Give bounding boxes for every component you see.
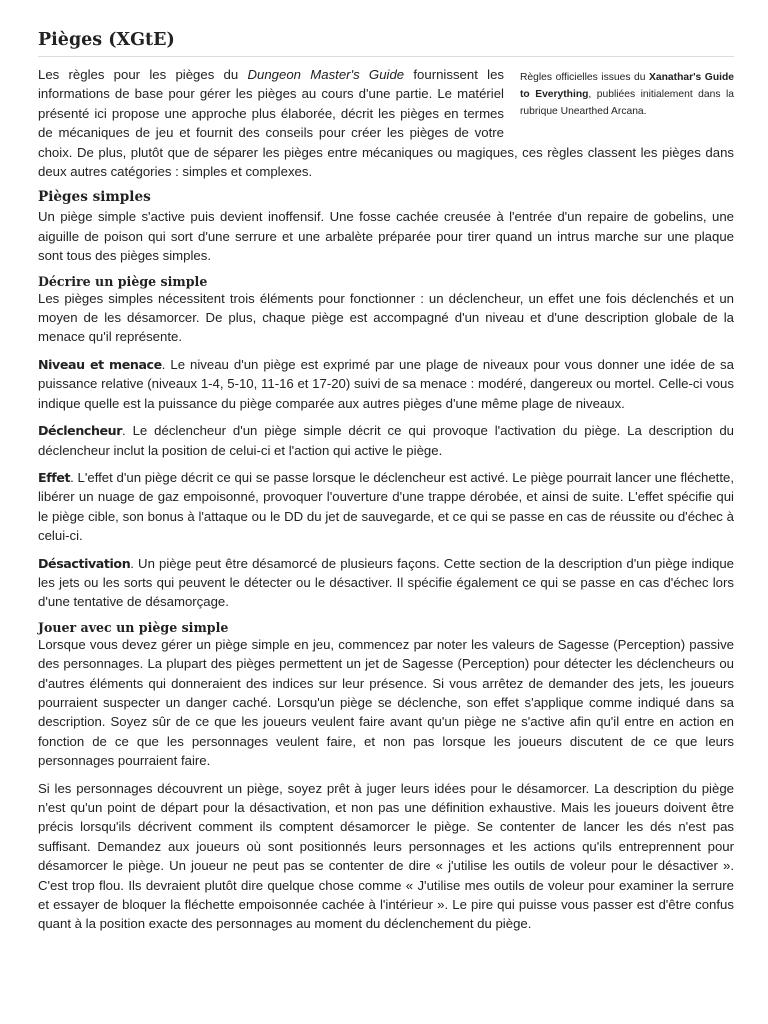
item-trigger xyxy=(38,421,734,460)
page-title: Pièges (XGtE) xyxy=(38,30,734,57)
source-note xyxy=(520,69,734,120)
describe-paragraph: Les pièges simples nécessitent trois éléments pour fonctionner : un déclencheur, un effet une fois déclenchés et un moyen de les désamorcer. De plus, chaque piège est accompagné d'un niveau et d'une description globale de la menace qu'il représente. xyxy=(38,290,734,345)
heading-simple-traps: Pièges simples xyxy=(38,189,151,206)
item-level-threat xyxy=(38,355,734,413)
item-effect-text: . L'effet d'un piège décrit ce qui se passe lorsque le déclencheur est activé. Le piège pourrait lancer une fléchette, libérer un nuage de gaz empoisonné, provoquer l'ouverture d'une trappe dérobée, et ainsi de suite. L'effet spécifie qui le piège cible, son bonus à l'attaque ou le DD du jet de sauvegarde, et ce qui se passe en cas de réussite ou d'échec à celui-ci. xyxy=(38,469,734,544)
simple-traps-paragraph: Un piège simple s'active puis devient inoffensif. Une fosse cachée creusée à l'entrée d'un repaire de gobelins, une aiguille de poison qui sort d'une serrure et une arbalète préparée pour tirer quand un intrus marche sur une plaque sont tous des pièges simples. xyxy=(38,209,734,264)
source-note-suffix: , publiées initialement dans la rubrique Unearthed Arcana. xyxy=(520,89,734,117)
intro-book-title: Dungeon Master's Guide xyxy=(247,67,405,82)
intro-before: Les règles pour les pièges du xyxy=(38,67,248,82)
term-level-threat: Niveau et menace xyxy=(38,356,162,372)
term-effect: Effet xyxy=(38,469,71,485)
item-level-threat-text: . Le niveau d'un piège est exprimé par une plage de niveaux pour vous donner une idée de sa puissance relative (niveaux 1-4, 5-10, 11-16 et 17-20) suivi de sa menace : modéré, dangereux ou mortel. Celle-ci vous indique quelle est la puissance du piège comparée aux autres pièges d'une même plage de niveaux. xyxy=(38,356,734,411)
intro-after: fournissent les informations de base pour gérer les pièges au cours d'une partie. Le matériel présenté ici propose une approche plus élaborée, décrit les pièges en termes de mécaniques de jeu et fournit des conseils pour créer les pièges de votre choix. De plus, plutôt que de séparer les pièges entre mécaniques ou magiques, ces règles classent les pièges dans deux autres catégories : simples et complexes. xyxy=(38,67,734,180)
play-paragraph-1: Lorsque vous devez gérer un piège simple en jeu, commencez par noter les valeurs de Sagesse (Perception) passive des personnages. La plupart des pièges permettent un jet de Sagesse (Perception) pour détecter les déclencheurs ou d'autres éléments qui donneraient des indices sur leur présence. Si vous arrêtez de demander des jets, les joueurs pourraient suspecter un danger caché. Lorsqu'un piège se déclenche, son effet s'applique comme indiqué dans sa description. Soyez sûr de ce que les joueurs veulent faire avant qu'un piège ne s'active afin qu'il entre en action en fonction de ce que les personnages veulent faire, et non pas lorsque les joueurs discutent de ce que leurs personnages pourraient faire. xyxy=(38,636,734,769)
item-countermeasures-text: . Un piège peut être désamorcé de plusieurs façons. Cette section de la description d'un piège indique les jets ou les sorts qui peuvent le détecter ou le désactiver. Il spécifie également ce qui se passe en cas d'échec lors d'une tentative de désamorçage. xyxy=(38,555,734,610)
article xyxy=(38,0,734,934)
item-effect xyxy=(38,468,734,546)
item-countermeasures xyxy=(38,554,734,612)
term-countermeasures: Désactivation xyxy=(38,555,131,571)
heading-describe-simple-trap: Décrire un piège simple xyxy=(38,273,208,289)
term-trigger: Déclencheur xyxy=(38,423,123,439)
play-paragraph-2: Si les personnages découvrent un piège, soyez prêt à juger leurs idées pour le désamorcer. La description du piège n'est qu'un point de départ pour la désactivation, et non pas une définition exhaustive. Mais les joueurs doivent être précis lorsqu'ils décrivent comment ils comptent désamorcer le piège. Se contenter de lancer les dés n'est pas suffisant. Demandez aux joueurs où sont positionnés leurs personnages et les actions qu'ils entreprennent pour désamorcer le piège. Un joueur ne peut pas se contenter de dire « j'utilise les outils de voleur pour le désactiver ». C'est trop flou. Ils devraient plutôt dire quelque chose comme « J'utilise mes outils de voleur pour examiner la serrure et essayer de bloquer la fléchette empoisonnée cachée à l'intérieur ». Le pire qui puisse vous passer est d'être confus quant à la position exacte des personnages au moment du déclenchement du piège. xyxy=(38,780,734,932)
source-note-prefix: Règles officielles issues du xyxy=(520,72,650,83)
item-trigger-text: . Le déclencheur d'un piège simple décrit ce qui provoque l'activation du piège. La description du déclencheur inclut la position de celui-ci et l'action qui active le piège. xyxy=(38,423,734,458)
source-book-link[interactable]: Xanathar's Guide to Everything xyxy=(520,72,734,100)
heading-play-simple-trap: Jouer avec un piège simple xyxy=(38,619,229,635)
